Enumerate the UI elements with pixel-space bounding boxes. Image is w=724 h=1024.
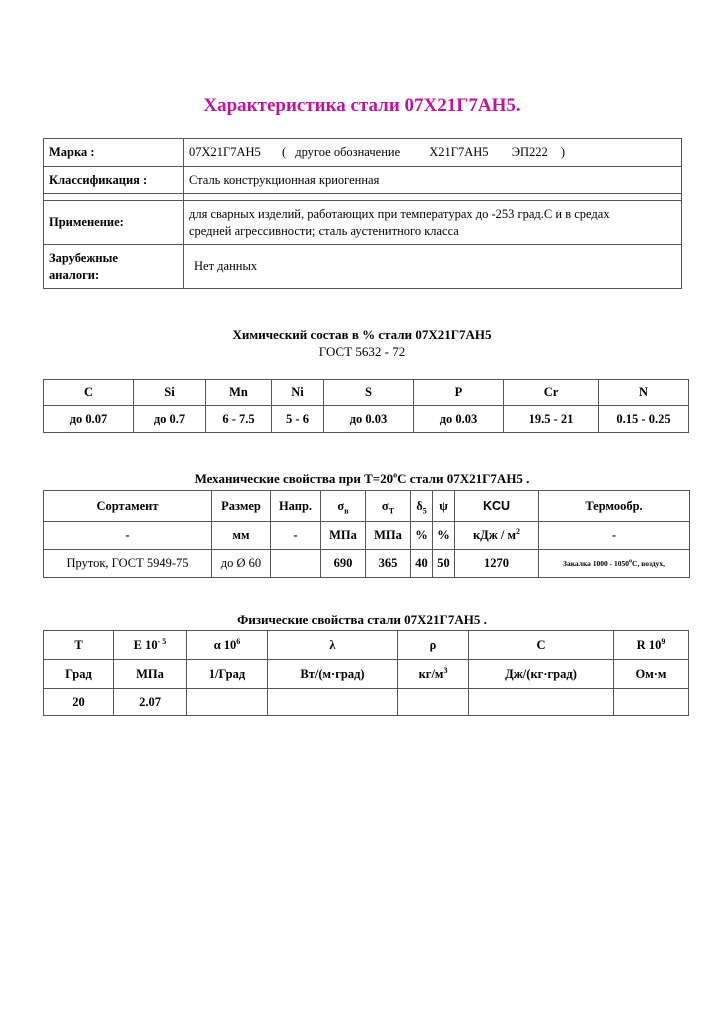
page-title: Характеристика стали 07Х21Г7АН5. [203,95,521,116]
mech-row-kcu: 1270 [455,550,539,578]
mech-header-sigma-b [321,491,366,522]
mech-header-direction: Напр. [271,491,321,522]
phys-header-c: C [469,631,614,660]
mech-header-heat: Термообр. [539,491,690,522]
chem-value-p: до 0.03 [414,406,504,433]
heat-tail: C, воздух, [632,559,665,568]
mech-row-assortment: Пруток, ГОСТ 5949-75 [44,550,212,578]
phys-row-e: 2.07 [114,689,187,716]
phys-unit-t: Град [44,660,114,689]
usage-value [184,201,682,245]
mech-title-sup: o [393,470,398,480]
chem-header-s: S [324,380,414,406]
phys-unit-rho [398,660,469,689]
usage-line-2: средней агрессивности; сталь аустенитного класса [189,223,459,238]
grade-label: Марка : [44,139,184,167]
sigma-b-symbol: σ [337,498,345,513]
foreign-value: Нет данных [184,245,682,289]
mech-unit-kcu [455,522,539,550]
mech-unit-assortment: - [44,522,212,550]
kcu-unit-sup: 2 [516,526,521,536]
phys-unit-alpha: 1/Град [187,660,268,689]
kcu-unit-text: кДж / м [472,528,517,542]
phys-row-alpha [187,689,268,716]
class-label: Классификация : [44,167,184,194]
foreign-label [44,245,184,289]
phys-unit-lambda: Вт/(м·град) [268,660,398,689]
phys-row-rho [398,689,469,716]
mech-title-tail: С стали 07Х21Г7АН5 . [397,471,530,486]
usage-line-1: для сварных изделий, работающих при температурах до -253 град.С и в средах [189,206,610,221]
chem-title: Химический состав в % стали 07Х21Г7АН5 [232,327,492,342]
spacer-cell [44,194,184,201]
mech-header-assortment: Сортамент [44,491,212,522]
chem-value-cr: 19.5 - 21 [504,406,599,433]
mech-row-heat [539,550,690,578]
mech-header-psi: ψ [433,491,455,522]
spacer-cell [184,194,682,201]
chem-value-n: 0.15 - 0.25 [599,406,689,433]
phys-title: Физические свойства стали 07Х21Г7АН5 . [237,612,487,627]
chem-header-n: N [599,380,689,406]
chem-value-ni: 5 - 6 [272,406,324,433]
info-table [43,138,682,289]
chem-header-cr: Cr [504,380,599,406]
phys-unit-c: Дж/(кг·град) [469,660,614,689]
alt-open: ( [281,145,287,159]
chem-value-c: до 0.07 [44,406,134,433]
mech-row-delta: 40 [411,550,433,578]
phys-row-c [469,689,614,716]
alpha-text: α 10 [213,637,237,652]
r-sup: 9 [661,636,666,646]
alt-value2: ЭП222 [511,145,548,159]
phys-unit-e: МПа [114,660,187,689]
mech-header-delta [411,491,433,522]
mech-row-direction [271,550,321,578]
chem-header-ni: Ni [272,380,324,406]
mech-unit-delta: % [411,522,433,550]
mech-unit-direction: - [271,522,321,550]
delta-sub: 5 [422,506,427,515]
heat-text: Закалка 1000 - 1050 [563,559,630,568]
alt-label: другое обозначение [295,145,401,159]
phys-table [43,630,689,716]
mech-unit-psi: % [433,522,455,550]
mech-unit-size: мм [212,522,271,550]
phys-header-lambda: λ [268,631,398,660]
chem-header-mn: Mn [206,380,272,406]
chem-header-c: C [44,380,134,406]
mech-row-psi: 50 [433,550,455,578]
grade-value-cell [184,139,682,167]
chem-header-p: P [414,380,504,406]
mech-unit-sigma-t: МПа [366,522,411,550]
heat-sup: o [629,558,633,565]
chem-header-si: Si [134,380,206,406]
mech-row-sigma-b: 690 [321,550,366,578]
chem-table [43,379,689,433]
delta-symbol: δ [416,498,423,513]
sigma-t-symbol: σ [381,498,389,513]
chem-standard: ГОСТ 5632 - 72 [318,344,406,359]
usage-label: Применение: [44,201,184,245]
rho-unit-sup: 3 [443,665,448,675]
mech-row-sigma-t: 365 [366,550,411,578]
r-text: R 10 [636,637,662,652]
mech-title-text: Механические свойства при Т=20 [194,471,394,486]
sigma-b-sub: в [344,506,349,515]
phys-row-lambda [268,689,398,716]
chem-value-mn: 6 - 7.5 [206,406,272,433]
mech-table [43,490,690,578]
phys-unit-r: Ом·м [614,660,689,689]
sigma-t-sub: T [388,506,395,515]
phys-header-r [614,631,689,660]
chem-value-si: до 0.7 [134,406,206,433]
alpha-sup: 6 [236,636,241,646]
foreign-label-line-1: Зарубежные [49,250,118,265]
e-text: E 10 [133,637,158,652]
alt-value1: Х21Г7АН5 [429,145,489,159]
rho-unit-text: кг/м [418,666,444,681]
chem-value-s: до 0.03 [324,406,414,433]
foreign-label-line-2: аналоги: [49,267,100,282]
e-sup: - 5 [157,636,167,646]
mech-header-size: Размер [212,491,271,522]
phys-header-e [114,631,187,660]
mech-title [0,471,724,487]
mech-unit-sigma-b: МПа [321,522,366,550]
mech-row-size: до Ø 60 [212,550,271,578]
mech-header-sigma-t [366,491,411,522]
phys-header-alpha [187,631,268,660]
grade-value: 07Х21Г7АН5 [189,145,261,159]
alt-close: ) [560,145,566,159]
phys-row-r [614,689,689,716]
phys-row-t: 20 [44,689,114,716]
class-value: Сталь конструкционная криогенная [184,167,682,194]
phys-header-t: T [44,631,114,660]
mech-unit-heat: - [539,522,690,550]
phys-header-rho: ρ [398,631,469,660]
mech-header-kcu: KCU [455,491,539,522]
